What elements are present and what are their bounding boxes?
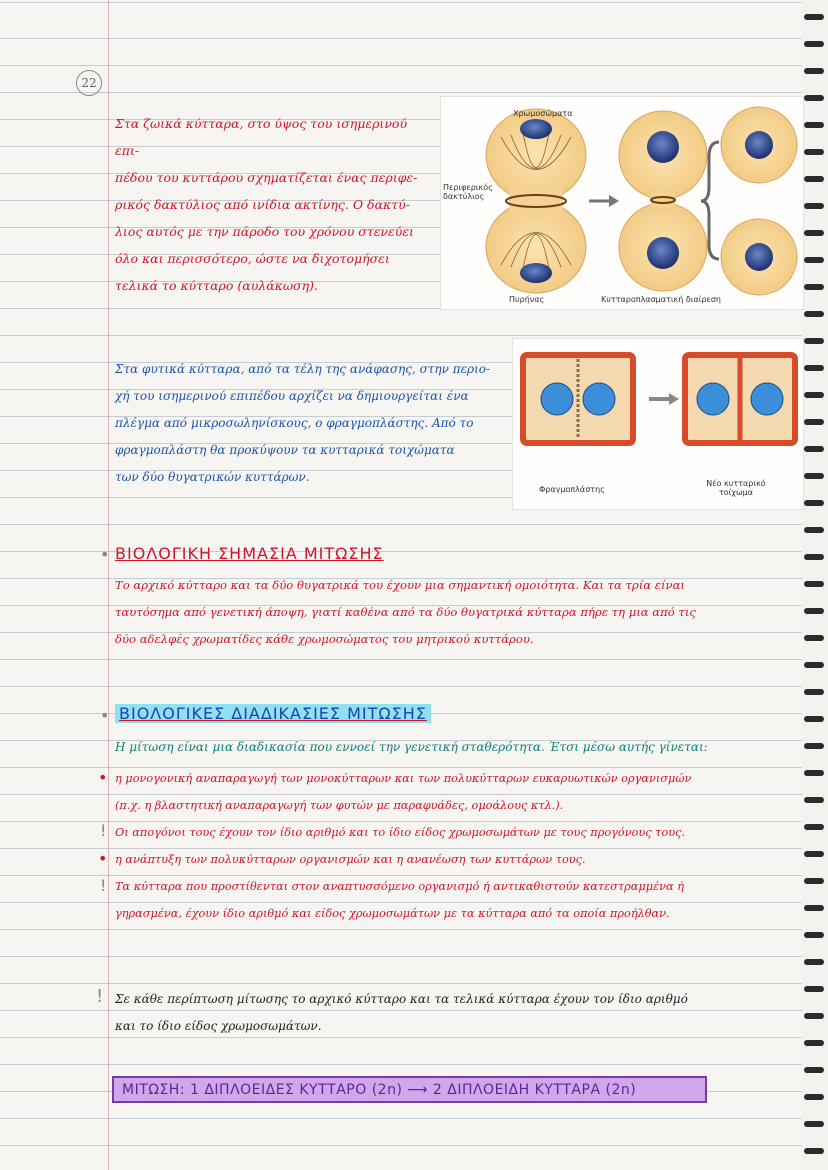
binding-ring bbox=[804, 1148, 824, 1154]
list-item: η μονογονική αναπαραγωγή των μονοκύτταρων και των πολυκύτταρων ευκαρυωτικών οργανισμών bbox=[115, 772, 692, 785]
exclamation-icon: ! bbox=[96, 986, 104, 1007]
binding-ring bbox=[804, 1040, 824, 1046]
binding-ring bbox=[804, 986, 824, 992]
binding-ring bbox=[804, 284, 824, 290]
section5-text bbox=[115, 986, 795, 1040]
section3-text bbox=[115, 572, 795, 653]
margin-line bbox=[108, 0, 109, 1170]
binding-ring bbox=[804, 932, 824, 938]
chromosomes-label: Χρωμοσώματα bbox=[513, 109, 573, 118]
section5-line: Σε κάθε περίπτωση μίτωσης το αρχικό κύτταρο και τα τελικά κύτταρα έχουν τον ίδιο αριθμό bbox=[115, 992, 688, 1006]
animal-cell-diagram bbox=[441, 97, 803, 309]
section1-line: ρικός δακτύλιος από ινίδια ακτίνης. Ο δακτύ- bbox=[115, 197, 410, 212]
binding-ring bbox=[804, 581, 824, 587]
binding-ring bbox=[804, 338, 824, 344]
binding-ring bbox=[804, 1094, 824, 1100]
bullet-icon: • bbox=[100, 706, 110, 725]
section4-heading bbox=[115, 704, 431, 723]
section1-text bbox=[115, 110, 435, 299]
list-item: (π.χ. η βλαστητική αναπαραγωγή των φυτών με παραφυάδες, ομοάλους κτλ.). bbox=[115, 799, 564, 812]
cytokinesis-label: Κυτταροπλασματική διαίρεση bbox=[601, 295, 721, 304]
bullet-icon: • bbox=[98, 768, 108, 787]
binding-ring bbox=[804, 500, 824, 506]
binding-ring bbox=[804, 311, 824, 317]
binding-ring bbox=[804, 770, 824, 776]
exclamation-icon: ! bbox=[100, 876, 107, 895]
binding-ring bbox=[804, 95, 824, 101]
section2-line: φραγμοπλάστη θα προκύψουν τα κυτταρικά τοιχώματα bbox=[115, 443, 455, 457]
binding-ring bbox=[804, 419, 824, 425]
binding-ring bbox=[804, 1067, 824, 1073]
nucleus-label: Πυρήνας bbox=[509, 295, 545, 304]
binding-ring bbox=[804, 878, 824, 884]
binding-ring bbox=[804, 365, 824, 371]
list-item: η ανάπτυξη των πολυκύτταρων οργανισμών και η ανανέωση των κυττάρων τους. bbox=[115, 853, 586, 866]
binding-ring bbox=[804, 14, 824, 20]
binding-ring bbox=[804, 257, 824, 263]
animal-cytokinesis-figure bbox=[440, 96, 804, 310]
section2-line: Στα φυτικά κύτταρα, από τα τέλη της ανάφασης, στην περιο- bbox=[115, 362, 491, 376]
plant-cytokinesis-figure bbox=[512, 338, 804, 510]
section4-list bbox=[115, 765, 805, 927]
binding-ring bbox=[804, 959, 824, 965]
section1-line: Στα ζωικά κύτταρα, στο ύψος του ισημερινού επι- bbox=[115, 116, 408, 158]
binding-ring bbox=[804, 635, 824, 641]
binding-ring bbox=[804, 446, 824, 452]
section1-line: όλο και περισσότερο, ώστε να διχοτομήσει bbox=[115, 251, 390, 266]
section1-line: τελικά το κύτταρο (αυλάκωση). bbox=[115, 278, 318, 293]
binding-ring bbox=[804, 743, 824, 749]
section3-line: Το αρχικό κύτταρο και τα δύο θυγατρικά του έχουν μια σημαντική ομοιότητα. Και τα τρία είναι bbox=[115, 578, 685, 592]
mitosis-summary-box: ΜΙΤΩΣΗ: 1 ΔΙΠΛΟΕΙΔΕΣ ΚΥΤΤΑΡΟ (2n) ⟶ 2 ΔΙΠΛΟΕΙΔΗ ΚΥΤΤΑΡΑ (2n) bbox=[112, 1076, 707, 1103]
binding-ring bbox=[804, 1121, 824, 1127]
binding-ring bbox=[804, 176, 824, 182]
binding-ring bbox=[804, 851, 824, 857]
section4-intro: Η μίτωση είναι μια διαδικασία που εννοεί την γενετική σταθερότητα. Έτσι μέσω αυτής γίνεται: bbox=[115, 740, 708, 754]
section5-line: και το ίδιο είδος χρωμοσωμάτων. bbox=[115, 1019, 322, 1033]
section1-line: λιος αυτός με την πάροδο του χρόνου στενεύει bbox=[115, 224, 414, 239]
section2-line: των δύο θυγατρικών κυττάρων. bbox=[115, 470, 310, 484]
bullet-icon: • bbox=[98, 849, 108, 868]
dividing-cell bbox=[486, 109, 586, 293]
section2-text bbox=[115, 356, 507, 491]
list-item: Τα κύτταρα που προστίθενται στον αναπτυσσόμενο οργανισμό ή αντικαθιστούν κατεστραμμένα ή bbox=[115, 880, 685, 893]
binding-ring bbox=[804, 527, 824, 533]
page-number: 22 bbox=[76, 70, 102, 96]
binding-ring bbox=[804, 689, 824, 695]
spiral-binding bbox=[802, 0, 828, 1170]
section2-line: πλέγμα από μικροσωληνίσκους, ο φραγμοπλάστης. Από το bbox=[115, 416, 474, 430]
list-item: Οι απογόνοι τους έχουν τον ίδιο αριθμό και το ίδιο είδος χρωμοσωμάτων με τους προγόνους τους. bbox=[115, 826, 686, 839]
binding-ring bbox=[804, 41, 824, 47]
exclamation-icon: ! bbox=[100, 821, 107, 840]
section3-line: δύο αδελφές χρωματίδες κάθε χρωμοσώματος του μητρικού κυττάρου. bbox=[115, 632, 534, 646]
ring-label: Περιφερικός δακτύλιος bbox=[443, 183, 493, 201]
binding-ring bbox=[804, 68, 824, 74]
binding-ring bbox=[804, 905, 824, 911]
new-wall-label: Νέο κυτταρικό τοίχωμα bbox=[706, 479, 766, 497]
section4-heading-text: ΒΙΟΛΟΓΙΚΕΣ ΔΙΑΔΙΚΑΣΙΕΣ ΜΙΤΩΣΗΣ bbox=[115, 704, 431, 723]
binding-ring bbox=[804, 608, 824, 614]
section3-line: ταυτόσημα από γενετική άποψη, γιατί καθένα από τα δύο θυγατρικά κύτταρα πήρε τη μια από τις bbox=[115, 605, 696, 619]
binding-ring bbox=[804, 554, 824, 560]
binding-ring bbox=[804, 149, 824, 155]
section2-line: χή του ισημερινού επιπέδου αρχίζει να δημιουργείται ένα bbox=[115, 389, 469, 403]
binding-ring bbox=[804, 392, 824, 398]
binding-ring bbox=[804, 716, 824, 722]
binding-ring bbox=[804, 203, 824, 209]
phragmoplast-label: Φραγμοπλάστης bbox=[539, 485, 605, 494]
bullet-icon: • bbox=[100, 545, 110, 564]
binding-ring bbox=[804, 824, 824, 830]
section1-line: πέδου του κυττάρου σχηματίζεται ένας περιφε- bbox=[115, 170, 418, 185]
binding-ring bbox=[804, 662, 824, 668]
binding-ring bbox=[804, 473, 824, 479]
binding-ring bbox=[804, 122, 824, 128]
list-item: γηρασμένα, έχουν ίδιο αριθμό και είδος χρωμοσωμάτων με τα κύτταρα από τα οποία προήλθαν. bbox=[115, 907, 670, 920]
binding-ring bbox=[804, 1013, 824, 1019]
constricting-cell bbox=[619, 111, 707, 291]
binding-ring bbox=[804, 797, 824, 803]
section3-heading: ΒΙΟΛΟΓΙΚΗ ΣΗΜΑΣΙΑ ΜΙΤΩΣΗΣ bbox=[115, 544, 384, 563]
binding-ring bbox=[804, 230, 824, 236]
